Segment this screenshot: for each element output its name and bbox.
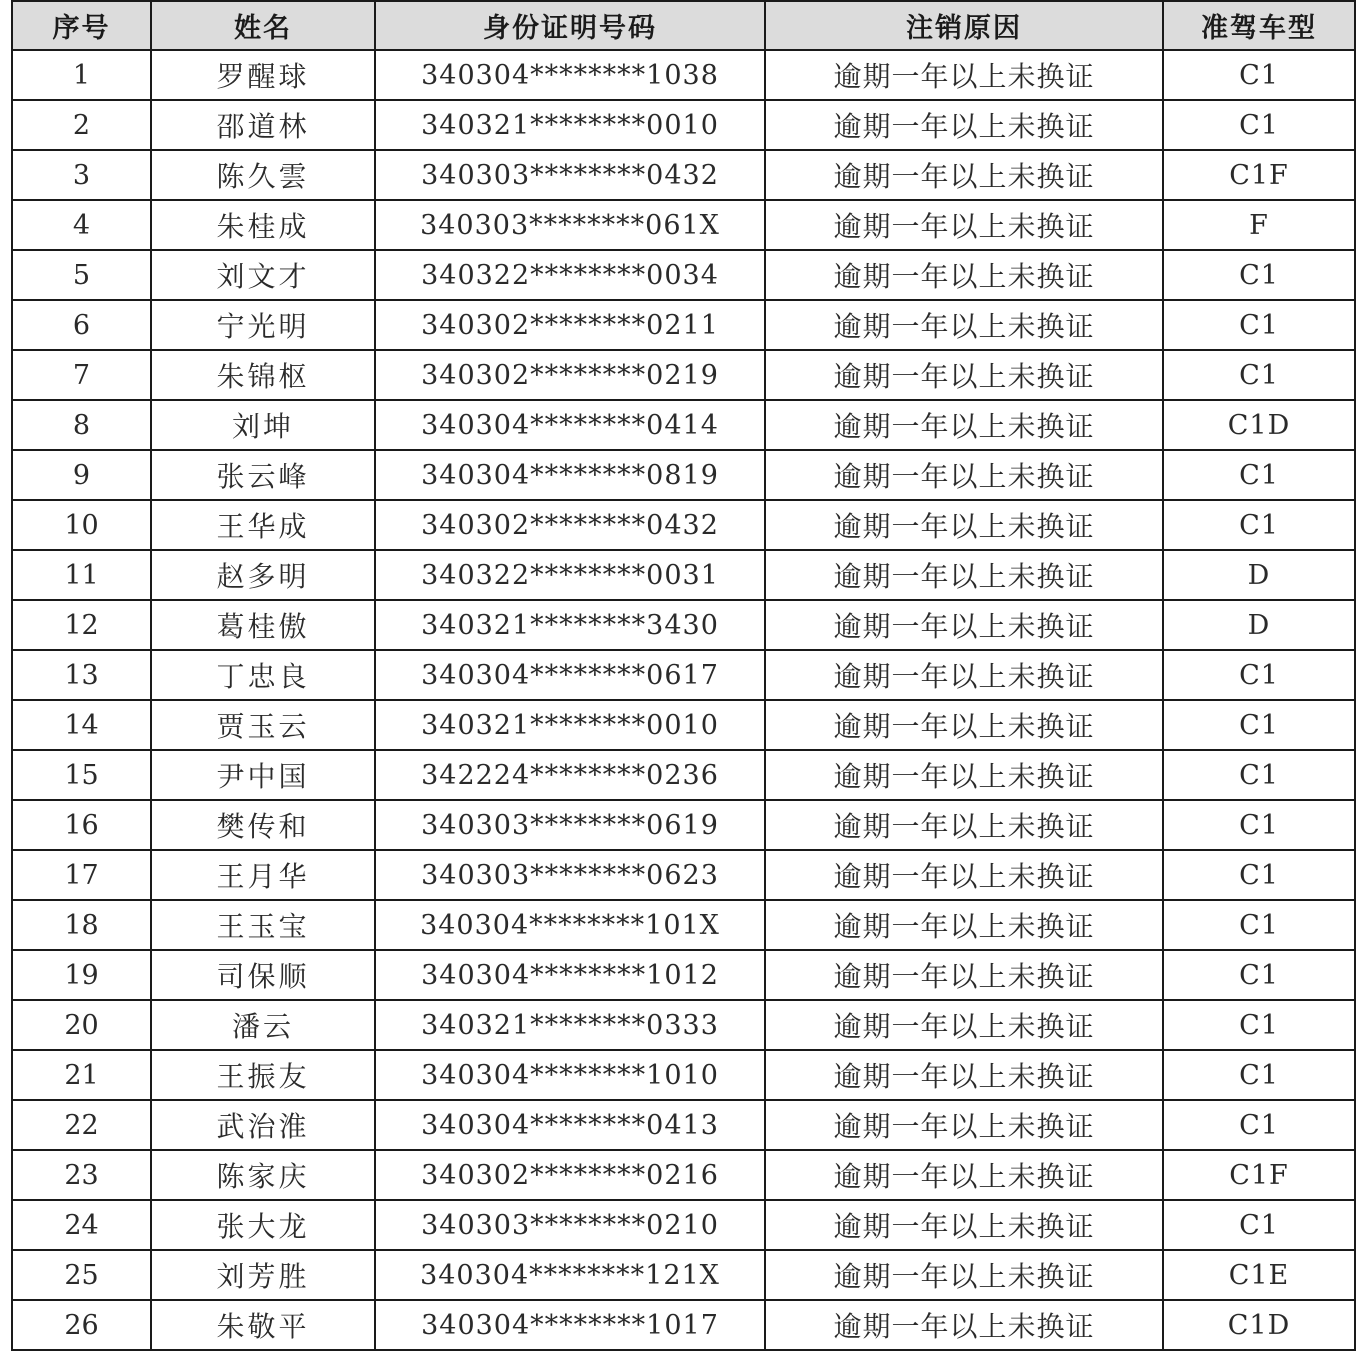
- cell-name: 刘文才: [151, 250, 375, 300]
- cell-name: 王玉宝: [151, 900, 375, 950]
- cell-license-type: C1: [1163, 650, 1355, 700]
- table-row: [12, 950, 1355, 1000]
- cell-serial-number: 25: [12, 1250, 151, 1300]
- cell-name: 贾玉云: [151, 700, 375, 750]
- cell-license-type: C1: [1163, 700, 1355, 750]
- cell-serial-number: 13: [12, 650, 151, 700]
- cell-cancellation-reason: 逾期一年以上未换证: [765, 1150, 1163, 1200]
- cell-id-number: 340304********1010: [375, 1050, 765, 1100]
- cell-name: 宁光明: [151, 300, 375, 350]
- table-row: [12, 1100, 1355, 1150]
- cell-cancellation-reason: 逾期一年以上未换证: [765, 950, 1163, 1000]
- cell-license-type: C1: [1163, 100, 1355, 150]
- table-row: [12, 400, 1355, 450]
- cell-serial-number: 5: [12, 250, 151, 300]
- cell-name: 刘芳胜: [151, 1250, 375, 1300]
- cell-id-number: 340303********0432: [375, 150, 765, 200]
- cell-serial-number: 11: [12, 550, 151, 600]
- table-row: [12, 150, 1355, 200]
- cell-id-number: 340304********1017: [375, 1300, 765, 1350]
- cell-serial-number: 18: [12, 900, 151, 950]
- cell-serial-number: 15: [12, 750, 151, 800]
- cell-license-type: C1D: [1163, 400, 1355, 450]
- cell-serial-number: 3: [12, 150, 151, 200]
- cell-cancellation-reason: 逾期一年以上未换证: [765, 1050, 1163, 1100]
- cell-name: 张大龙: [151, 1200, 375, 1250]
- cell-license-type: D: [1163, 600, 1355, 650]
- cell-license-type: F: [1163, 200, 1355, 250]
- cell-serial-number: 7: [12, 350, 151, 400]
- cell-cancellation-reason: 逾期一年以上未换证: [765, 600, 1163, 650]
- cell-id-number: 340321********3430: [375, 600, 765, 650]
- cell-license-type: C1E: [1163, 1250, 1355, 1300]
- cell-id-number: 340303********0619: [375, 800, 765, 850]
- cell-cancellation-reason: 逾期一年以上未换证: [765, 700, 1163, 750]
- cell-license-type: C1: [1163, 1050, 1355, 1100]
- cell-cancellation-reason: 逾期一年以上未换证: [765, 1250, 1163, 1300]
- cell-id-number: 340302********0219: [375, 350, 765, 400]
- cell-license-type: C1: [1163, 1200, 1355, 1250]
- cell-name: 潘云: [151, 1000, 375, 1050]
- cell-license-type: C1F: [1163, 150, 1355, 200]
- cell-license-type: C1D: [1163, 1300, 1355, 1350]
- cell-name: 王振友: [151, 1050, 375, 1100]
- table-row: [12, 300, 1355, 350]
- cell-id-number: 340302********0216: [375, 1150, 765, 1200]
- cell-name: 葛桂傲: [151, 600, 375, 650]
- cell-serial-number: 12: [12, 600, 151, 650]
- cell-id-number: 340302********0432: [375, 500, 765, 550]
- table-row: [12, 1300, 1355, 1350]
- header-license-type: 准驾车型: [1163, 1, 1355, 50]
- table-row: [12, 1150, 1355, 1200]
- cell-name: 王月华: [151, 850, 375, 900]
- cell-id-number: 342224********0236: [375, 750, 765, 800]
- cell-cancellation-reason: 逾期一年以上未换证: [765, 1100, 1163, 1150]
- cell-license-type: D: [1163, 550, 1355, 600]
- cell-serial-number: 14: [12, 700, 151, 750]
- table-header: [12, 1, 1355, 50]
- cell-id-number: 340304********0413: [375, 1100, 765, 1150]
- cell-license-type: C1F: [1163, 1150, 1355, 1200]
- table-row: [12, 450, 1355, 500]
- header-id-number: 身份证明号码: [375, 1, 765, 50]
- table-row: [12, 800, 1355, 850]
- cell-id-number: 340304********0414: [375, 400, 765, 450]
- cell-cancellation-reason: 逾期一年以上未换证: [765, 850, 1163, 900]
- cell-serial-number: 1: [12, 50, 151, 100]
- cell-license-type: C1: [1163, 950, 1355, 1000]
- cell-id-number: 340304********0617: [375, 650, 765, 700]
- cell-serial-number: 24: [12, 1200, 151, 1250]
- license-cancellation-table-container: [11, 0, 1354, 1351]
- table-row: [12, 750, 1355, 800]
- table-row: [12, 250, 1355, 300]
- cell-serial-number: 19: [12, 950, 151, 1000]
- cell-cancellation-reason: 逾期一年以上未换证: [765, 500, 1163, 550]
- table-row: [12, 350, 1355, 400]
- cell-name: 尹中国: [151, 750, 375, 800]
- cell-serial-number: 21: [12, 1050, 151, 1100]
- cell-serial-number: 16: [12, 800, 151, 850]
- table-row: [12, 550, 1355, 600]
- table-row: [12, 850, 1355, 900]
- table-row: [12, 50, 1355, 100]
- cell-license-type: C1: [1163, 1000, 1355, 1050]
- cell-id-number: 340303********0210: [375, 1200, 765, 1250]
- cell-name: 张云峰: [151, 450, 375, 500]
- cell-name: 刘坤: [151, 400, 375, 450]
- cell-id-number: 340304********1038: [375, 50, 765, 100]
- header-cancellation-reason: 注销原因: [765, 1, 1163, 50]
- cell-license-type: C1: [1163, 250, 1355, 300]
- cell-cancellation-reason: 逾期一年以上未换证: [765, 100, 1163, 150]
- cell-license-type: C1: [1163, 50, 1355, 100]
- cell-id-number: 340321********0010: [375, 700, 765, 750]
- cell-cancellation-reason: 逾期一年以上未换证: [765, 750, 1163, 800]
- table-row: [12, 1050, 1355, 1100]
- cell-id-number: 340321********0333: [375, 1000, 765, 1050]
- cell-license-type: C1: [1163, 500, 1355, 550]
- cell-id-number: 340304********121X: [375, 1250, 765, 1300]
- cell-cancellation-reason: 逾期一年以上未换证: [765, 900, 1163, 950]
- cell-id-number: 340304********101X: [375, 900, 765, 950]
- cell-name: 陈久雲: [151, 150, 375, 200]
- cell-id-number: 340322********0034: [375, 250, 765, 300]
- cell-serial-number: 6: [12, 300, 151, 350]
- cell-license-type: C1: [1163, 300, 1355, 350]
- cell-license-type: C1: [1163, 450, 1355, 500]
- table-row: [12, 700, 1355, 750]
- cell-name: 樊传和: [151, 800, 375, 850]
- cell-id-number: 340322********0031: [375, 550, 765, 600]
- table-body: [12, 50, 1355, 1350]
- cell-serial-number: 22: [12, 1100, 151, 1150]
- table-row: [12, 200, 1355, 250]
- table-row: [12, 500, 1355, 550]
- cell-serial-number: 10: [12, 500, 151, 550]
- cell-id-number: 340303********0623: [375, 850, 765, 900]
- header-name: 姓名: [151, 1, 375, 50]
- cell-cancellation-reason: 逾期一年以上未换证: [765, 250, 1163, 300]
- cell-name: 朱敬平: [151, 1300, 375, 1350]
- table-row: [12, 1000, 1355, 1050]
- cell-serial-number: 23: [12, 1150, 151, 1200]
- cell-cancellation-reason: 逾期一年以上未换证: [765, 800, 1163, 850]
- cell-name: 王华成: [151, 500, 375, 550]
- table-row: [12, 900, 1355, 950]
- cell-cancellation-reason: 逾期一年以上未换证: [765, 450, 1163, 500]
- cell-name: 邵道林: [151, 100, 375, 150]
- cell-license-type: C1: [1163, 1100, 1355, 1150]
- cell-cancellation-reason: 逾期一年以上未换证: [765, 200, 1163, 250]
- table-row: [12, 1250, 1355, 1300]
- cell-name: 陈家庆: [151, 1150, 375, 1200]
- cell-name: 朱桂成: [151, 200, 375, 250]
- cell-name: 司保顺: [151, 950, 375, 1000]
- cell-serial-number: 4: [12, 200, 151, 250]
- cell-id-number: 340304********0819: [375, 450, 765, 500]
- cell-serial-number: 20: [12, 1000, 151, 1050]
- cell-license-type: C1: [1163, 800, 1355, 850]
- cell-cancellation-reason: 逾期一年以上未换证: [765, 400, 1163, 450]
- cell-name: 朱锦枢: [151, 350, 375, 400]
- cell-serial-number: 26: [12, 1300, 151, 1350]
- cell-cancellation-reason: 逾期一年以上未换证: [765, 650, 1163, 700]
- cell-id-number: 340302********0211: [375, 300, 765, 350]
- cell-id-number: 340303********061X: [375, 200, 765, 250]
- table-row: [12, 1200, 1355, 1250]
- header-row: [12, 1, 1355, 50]
- cell-serial-number: 8: [12, 400, 151, 450]
- cell-cancellation-reason: 逾期一年以上未换证: [765, 300, 1163, 350]
- cell-cancellation-reason: 逾期一年以上未换证: [765, 1000, 1163, 1050]
- cell-license-type: C1: [1163, 750, 1355, 800]
- cell-cancellation-reason: 逾期一年以上未换证: [765, 350, 1163, 400]
- cell-name: 赵多明: [151, 550, 375, 600]
- cell-cancellation-reason: 逾期一年以上未换证: [765, 150, 1163, 200]
- cell-id-number: 340321********0010: [375, 100, 765, 150]
- table-row: [12, 650, 1355, 700]
- cell-cancellation-reason: 逾期一年以上未换证: [765, 550, 1163, 600]
- cell-cancellation-reason: 逾期一年以上未换证: [765, 1300, 1163, 1350]
- license-cancellation-table: [11, 0, 1356, 1351]
- cell-license-type: C1: [1163, 850, 1355, 900]
- cell-serial-number: 9: [12, 450, 151, 500]
- cell-name: 武治淮: [151, 1100, 375, 1150]
- cell-name: 丁忠良: [151, 650, 375, 700]
- table-row: [12, 600, 1355, 650]
- table-row: [12, 100, 1355, 150]
- cell-cancellation-reason: 逾期一年以上未换证: [765, 50, 1163, 100]
- cell-cancellation-reason: 逾期一年以上未换证: [765, 1200, 1163, 1250]
- cell-serial-number: 2: [12, 100, 151, 150]
- cell-id-number: 340304********1012: [375, 950, 765, 1000]
- cell-license-type: C1: [1163, 900, 1355, 950]
- cell-name: 罗醒球: [151, 50, 375, 100]
- cell-license-type: C1: [1163, 350, 1355, 400]
- cell-serial-number: 17: [12, 850, 151, 900]
- header-serial-number: 序号: [12, 1, 151, 50]
